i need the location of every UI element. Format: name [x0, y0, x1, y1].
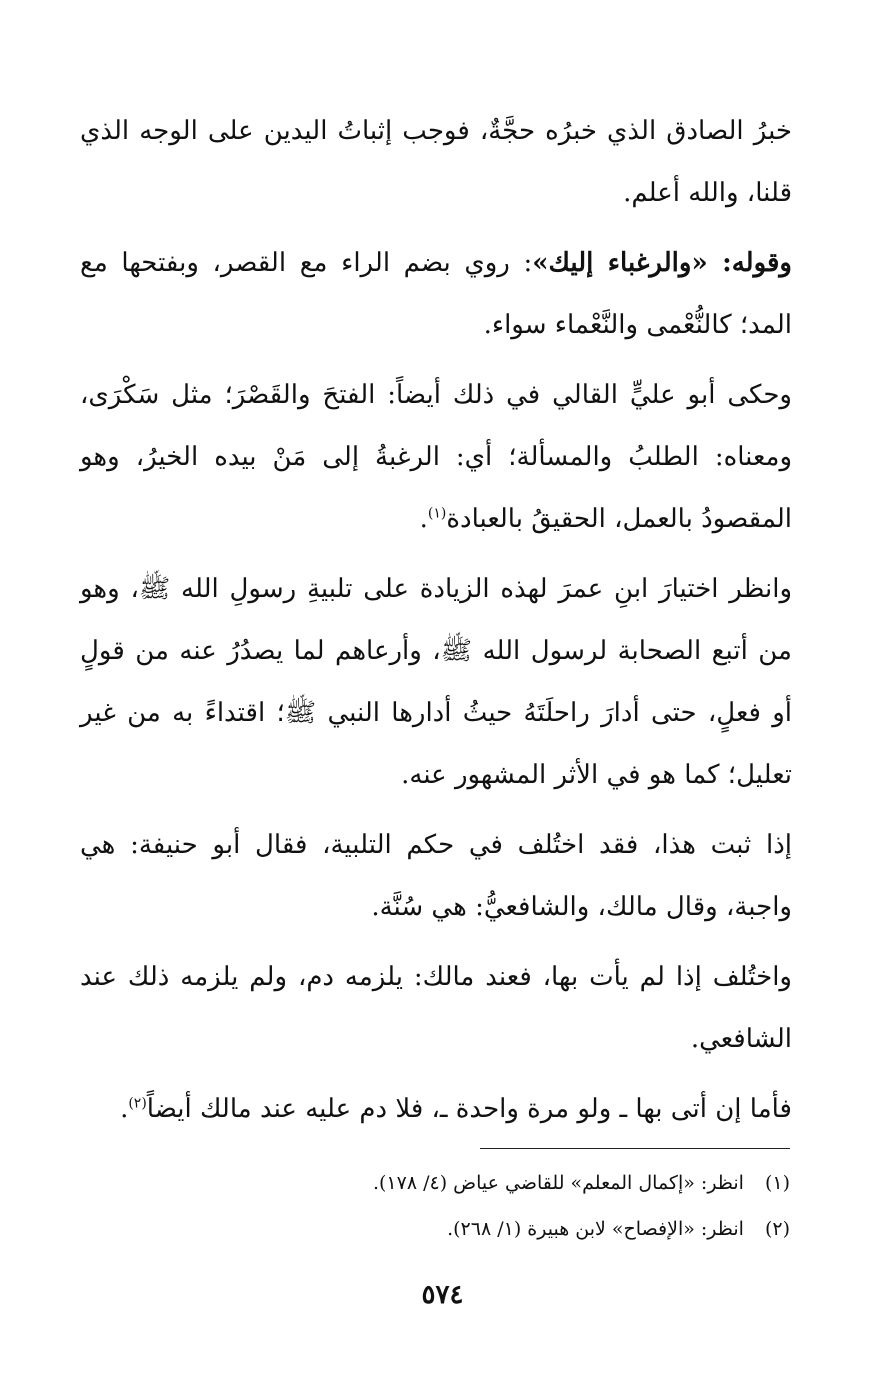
- paragraph-text: إذا ثبت هذا، فقد اختُلف في حكم التلبية، فقال أبو حنيفة: هي واجبة، وقال مالك، والشافعيُّ: هي سُنَّة.: [80, 830, 792, 922]
- paragraph-text: خبرُ الصادق الذي خبرُه حجَّةٌ، فوجب إثباتُ اليدين على الوجه الذي قلنا، والله أعلم.: [80, 116, 792, 208]
- paragraph-lead: وقوله: «والرغباء إليك»: [532, 248, 792, 278]
- paragraph-text: واختُلف إذا لم يأت بها، فعند مالك: يلزمه دم، ولم يلزمه ذلك عند الشافعي.: [80, 962, 792, 1054]
- footnote-1: [200, 1160, 790, 1206]
- paragraph-3: [80, 364, 792, 550]
- footnote-ref-1[interactable]: (١): [427, 505, 447, 522]
- main-text: [80, 100, 792, 1148]
- paragraph-4: [80, 558, 792, 806]
- footnote-text: انظر: «إكمال المعلم» للقاضي عياض (٤/ ١٧٨).: [372, 1172, 744, 1194]
- footnote-divider: [480, 1148, 790, 1149]
- footnote-number: (١): [764, 1172, 790, 1194]
- footnote-number: (٢): [764, 1218, 790, 1240]
- paragraph-5: [80, 814, 792, 938]
- paragraph-1: [80, 100, 792, 224]
- footnote-2: [200, 1206, 790, 1252]
- paragraph-text: فأما إن أتى بها ـ ولو مرة واحدة ـ، فلا دم عليه عند مالك أيضاً: [146, 1094, 792, 1124]
- paragraph-7: [80, 1078, 792, 1140]
- footnote-ref-2[interactable]: (٢): [128, 1095, 147, 1112]
- paragraph-text: وانظر اختيارَ ابنِ عمرَ لهذه الزيادة على تلبيةِ رسولِ الله ﷺ، وهو من أتبع الصحابة لرسول الله ﷺ، وأرعاهم لما يصدُرُ عنه من قولٍ أو فعلٍ، حتى أدارَ راحلَتَهُ حيثُ أدارها النبي ﷺ؛ اقتداءً به من غير تعليل؛ كما هو في الأثر المشهور عنه.: [80, 574, 792, 790]
- paragraph-text: وحكى أبو عليٍّ القالي في ذلك أيضاً: الفتحَ والقَصْرَ؛ مثل سَكْرَى، ومعناه: الطلبُ والمسألة؛ أي: الرغبةُ إلى مَنْ بيده الخيرُ، وهو المقصودُ بالعمل، الحقيقُ بالعبادة: [80, 380, 792, 534]
- paragraph-text: : روي بضم الراء مع القصر، وبفتحها مع المد؛ كالنُّعْمى والنَّعْماء سواء.: [80, 248, 792, 340]
- page-number: ٥٧٤: [421, 1280, 464, 1310]
- footnote-text: انظر: «الإفصاح» لابن هبيرة (١/ ٢٦٨).: [447, 1218, 744, 1240]
- paragraph-2: [80, 232, 792, 356]
- paragraph-end: .: [419, 504, 428, 534]
- paragraph-6: [80, 946, 792, 1070]
- paragraph-end: .: [120, 1094, 129, 1124]
- footnotes: [200, 1160, 790, 1252]
